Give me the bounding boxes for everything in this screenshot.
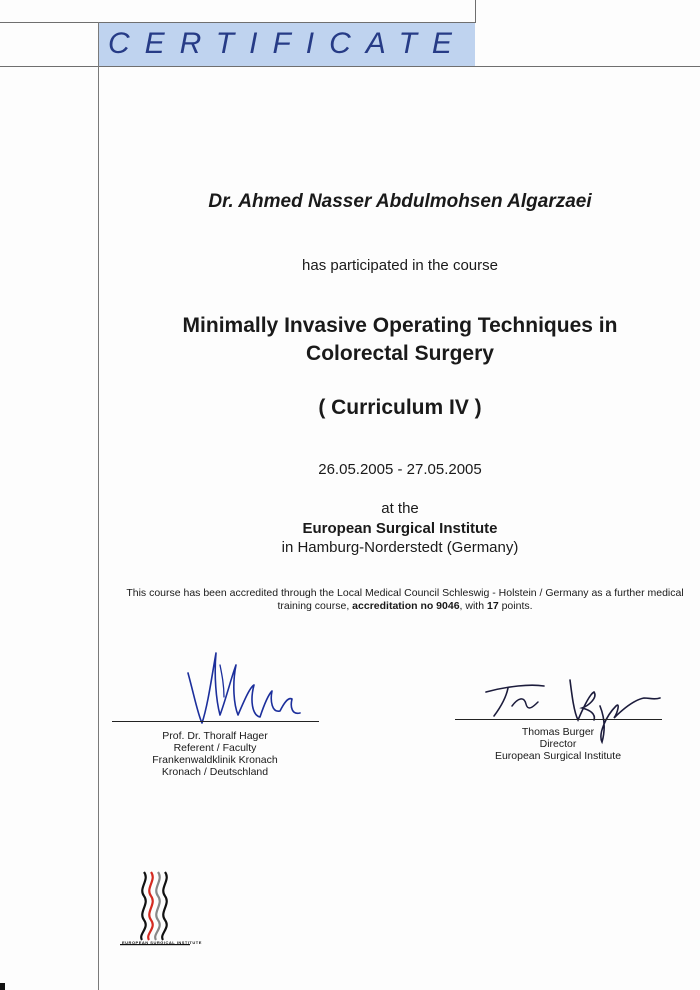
participation-text: has participated in the course — [302, 257, 498, 274]
signatory-right — [458, 726, 658, 762]
left-margin-rule — [98, 22, 99, 990]
signatory-left-org: Frankenwaldklinik Kronach — [152, 754, 278, 766]
accreditation-points: 17 — [486, 600, 499, 612]
curriculum-label: ( Curriculum IV ) — [318, 396, 482, 419]
signatory-right-name: Thomas Burger — [521, 726, 595, 738]
accreditation-number: accreditation no 9046 — [352, 600, 460, 612]
signature-line-left — [112, 721, 319, 722]
course-title-line-1: Minimally Invasive Operating Techniques in — [182, 314, 618, 337]
signatory-right-org: European Surgical Institute — [494, 750, 622, 762]
signatory-right-role: Director — [539, 738, 577, 750]
header-rule-top — [0, 22, 475, 23]
signature-hager — [180, 645, 305, 730]
accreditation-text: , with — [459, 600, 487, 612]
header-rule-vertical — [475, 0, 476, 23]
course-dates: 26.05.2005 - 27.05.2005 — [318, 461, 482, 478]
signatory-left-place: Kronach / Deutschland — [161, 766, 269, 778]
at-the-text: at the — [381, 500, 419, 517]
signature-line-right — [455, 719, 662, 720]
accreditation-statement — [110, 587, 700, 613]
corner-mark — [0, 983, 5, 990]
institute-name: European Surgical Institute — [302, 520, 498, 537]
accreditation-text: points. — [498, 600, 533, 612]
recipient-name: Dr. Ahmed Nasser Abdulmohsen Algarzaei — [208, 191, 592, 212]
accreditation-text: training course, — [277, 600, 353, 612]
accreditation-line-2 — [110, 600, 700, 613]
accreditation-line-1: This course has been accredited through the Local Medical Council Schleswig - Holstein / Germany as a further medical — [126, 587, 684, 599]
signatory-left — [115, 730, 315, 778]
course-title-line-2: Colorectal Surgery — [306, 342, 494, 365]
institute-location: in Hamburg-Norderstedt (Germany) — [281, 539, 519, 556]
course-title — [100, 312, 700, 368]
header-rule-bottom — [0, 66, 700, 67]
logo-caption: EUROPEAN SURGICAL INSTITUTE — [122, 940, 202, 945]
signatory-left-name: Prof. Dr. Thoralf Hager — [162, 730, 268, 742]
signatory-left-role: Referent / Faculty — [173, 742, 257, 754]
certificate-title: CERTIFICATE — [108, 27, 467, 60]
